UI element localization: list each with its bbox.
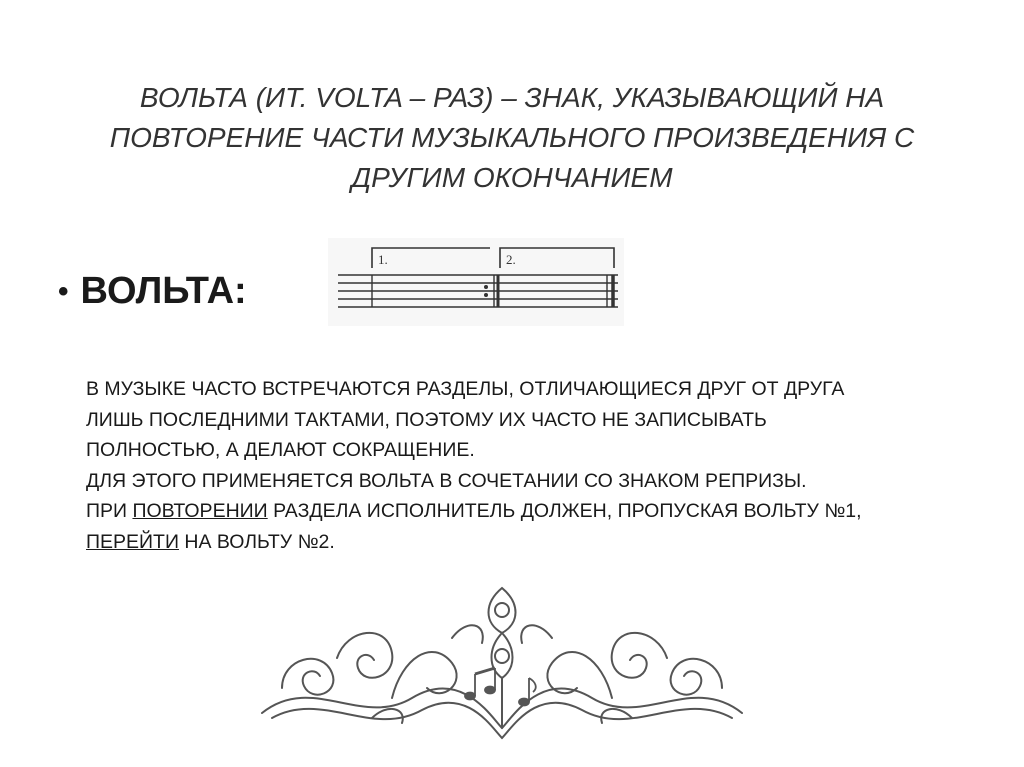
body-line: В МУЗЫКЕ ЧАСТО ВСТРЕЧАЮТСЯ РАЗДЕЛЫ, ОТЛИЧАЮЩИЕСЯ ДРУГ ОТ ДРУГА [86, 378, 845, 400]
slide-title [80, 78, 944, 198]
ornamental-music-lettering [252, 578, 752, 748]
title-line: ПОВТОРЕНИЕ ЧАСТИ МУЗЫКАЛЬНОГО ПРОИЗВЕДЕНИЯ С [109, 122, 915, 153]
body-line [86, 527, 966, 558]
bullet-label: ВОЛЬТА: [80, 270, 247, 312]
body-text-fragment: РАЗДЕЛА ИСПОЛНИТЕЛЬ ДОЛЖЕН, ПРОПУСКАЯ ВОЛЬТУ №1, [267, 500, 862, 522]
title-line: ВОЛЬТА (ИТ. VOLTA – РАЗ) – ЗНАК, УКАЗЫВАЮЩИЙ НА [139, 82, 885, 113]
body-text-fragment: ПРИ [86, 500, 133, 522]
volta-1-label: 1. [378, 252, 388, 267]
bullet-item [58, 270, 247, 313]
body-line: ДЛЯ ЭТОГО ПРИМЕНЯЕТСЯ ВОЛЬТА В СОЧЕТАНИИ СО ЗНАКОМ РЕПРИЗЫ. [86, 469, 807, 492]
body-line: ЛИШЬ ПОСЛЕДНИМИ ТАКТАМИ, ПОЭТОМУ ИХ ЧАСТО НЕ ЗАПИСЫВАТЬ [86, 408, 767, 431]
body-text [86, 374, 966, 557]
volta-staff-image [328, 238, 624, 326]
bullet-marker: • [58, 274, 69, 308]
underlined-word: ПОВТОРЕНИИ [132, 500, 268, 522]
underlined-word: ПЕРЕЙТИ [86, 530, 179, 553]
volta-2-label: 2. [506, 252, 516, 267]
body-line [86, 496, 966, 527]
body-line: ПОЛНОСТЬЮ, А ДЕЛАЮТ СОКРАЩЕНИЕ. [86, 439, 475, 461]
body-text-fragment: НА ВОЛЬТУ №2. [178, 530, 335, 553]
title-line: ДРУГИМ ОКОНЧАНИЕМ [351, 162, 673, 193]
